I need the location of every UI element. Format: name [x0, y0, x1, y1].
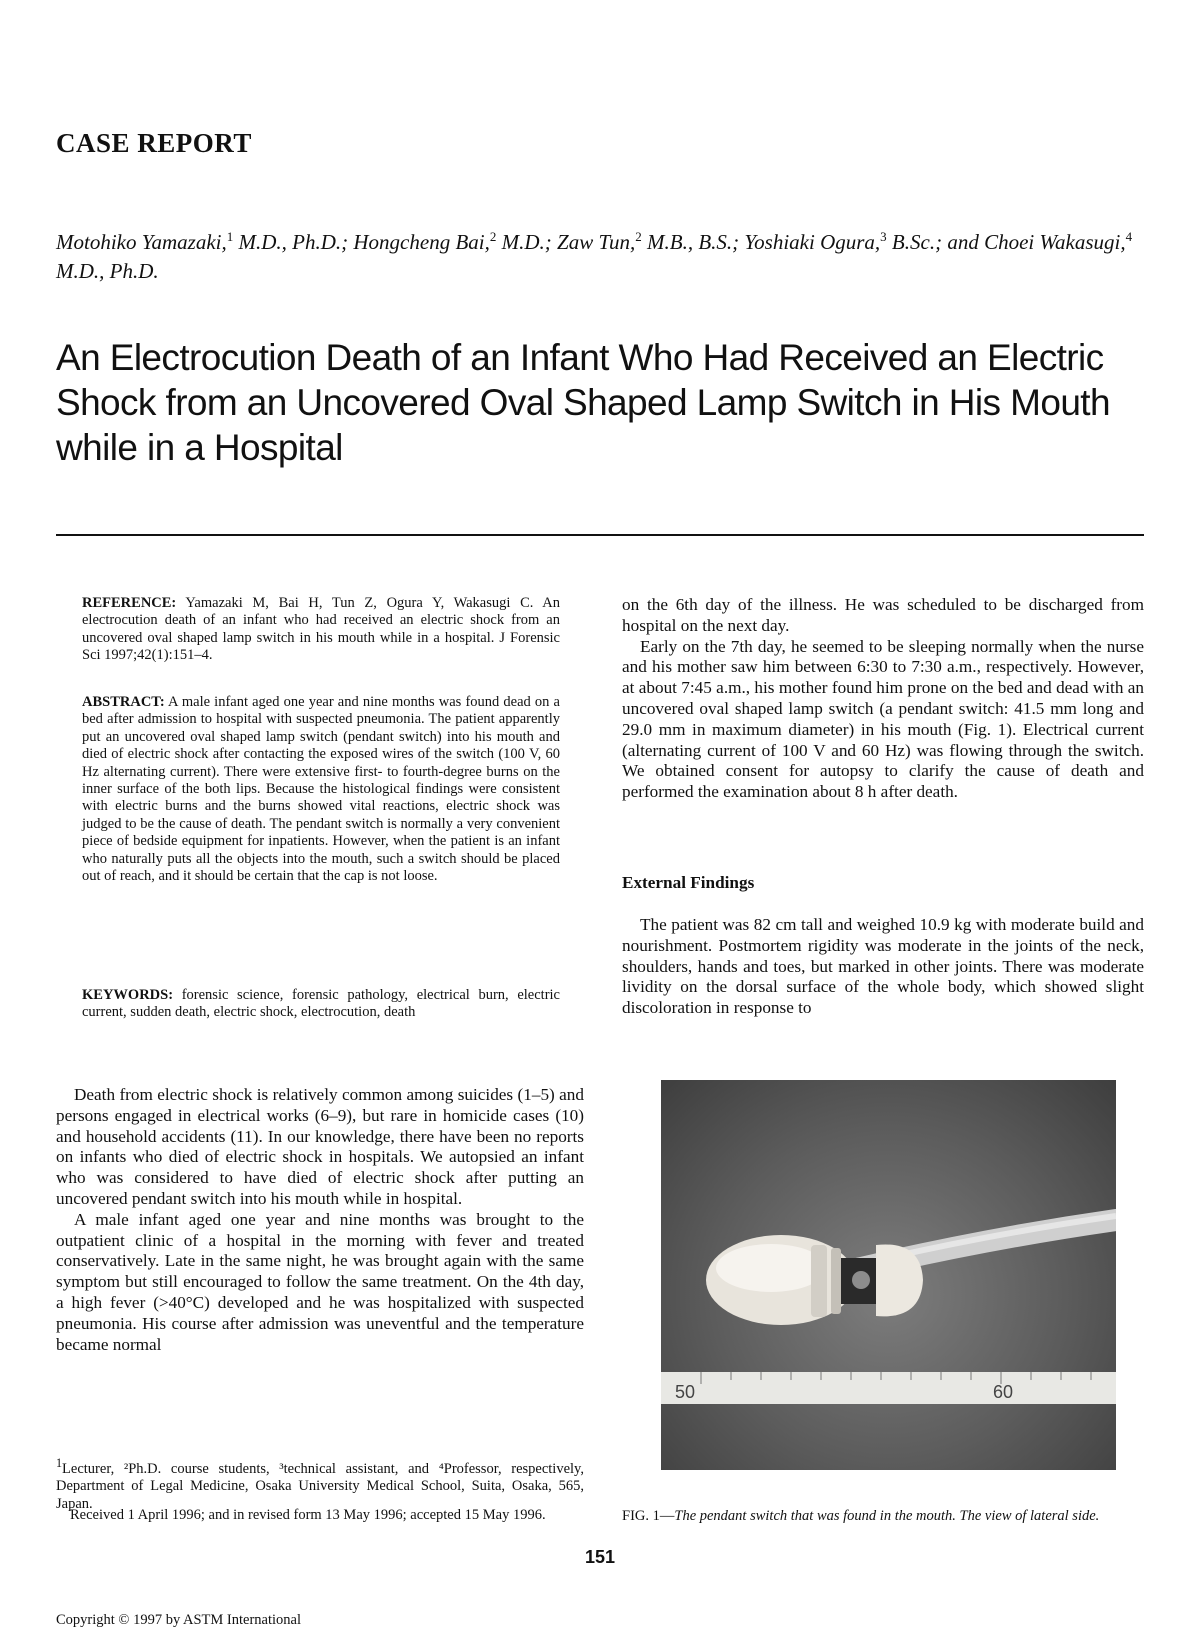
- external-findings-text: The patient was 82 cm tall and weighed 10.9 kg with moderate build and nourishment. Postmortem rigidity was moderate in the joints of the neck, shoulders, hands and toes, but marked in other joints. There was moderate lividity on the dorsal surface of the whole body, which showed slight discoloration in response to: [622, 915, 1144, 1018]
- copyright-notice: Copyright © 1997 by ASTM International: [56, 1612, 302, 1628]
- footnote-affiliation: $^1$Lecturer, ²Ph.D. course students, ³technical assistant, and ⁴Professor, respectively, Department of Legal Medicine, Osaka University Medical School, Suita, Osaka, 565, Japan.: [56, 1456, 584, 1512]
- title-divider: [56, 534, 1144, 536]
- body-right-column: [622, 595, 1144, 803]
- body-paragraph: on the 6th day of the illness. He was scheduled to be discharged from hospital on the next day.: [622, 595, 1144, 635]
- author-4: Yoshiaki Ogura,$^3$ B.Sc.; and: [744, 229, 985, 254]
- body-paragraph: Death from electric shock is relatively common among suicides (1–5) and persons engaged in electrical works (6–9), but rare in homicide cases (10) and household accidents (11). In our knowledge, there have been no reports on infants who died of electric shock in hospitals. We autopsied an infant who was considered to have died of electric shock after putting an uncovered pendant switch into his mouth while in hospital.: [56, 1085, 584, 1208]
- author-3: Zaw Tun,$^2$ M.B., B.S.;: [557, 229, 745, 254]
- author-2: Hongcheng Bai,$^2$ M.D.;: [353, 229, 558, 254]
- keywords-block: KEYWORDS: forensic science, forensic pathology, electrical burn, electric current, sudden death, electric shock, electrocution, death: [82, 987, 560, 1021]
- body-paragraph: A male infant aged one year and nine months was brought to the outpatient clinic of a hospital in the morning with fever and treated conservatively. Late in the same night, he was brought again with the same symptom but still encouraged to follow the same treatment. On the 4th day, a high fever (>40°C) developed and he was hospitalized with suspected pneumonia. His course after admission was uneventful and the temperature became normal: [56, 1209, 584, 1354]
- author-list: [56, 222, 1136, 286]
- pendant-switch-illustration: [661, 1080, 1116, 1470]
- article-title: An Electrocution Death of an Infant Who Had Received an Electric Shock from an Uncovered Oval Shaped Lamp Switch in His Mouth while in a Hospital: [56, 337, 1110, 468]
- footnote-received: Received 1 April 1996; and in revised form 13 May 1996; accepted 15 May 1996.: [70, 1507, 546, 1523]
- author-5: Choei Wakasugi,$^4$ M.D., Ph.D.: [56, 229, 1133, 283]
- ruler-label: 60: [993, 1382, 1014, 1402]
- section-label: CASE REPORT: [56, 128, 252, 158]
- section-heading: External Findings: [622, 873, 755, 892]
- ruler-label: 50: [675, 1382, 696, 1402]
- figure-caption: FIG. 1—The pendant switch that was found in the mouth. The view of lateral side.: [622, 1508, 1100, 1524]
- abstract-block: ABSTRACT: A male infant aged one year and nine months was found dead on a bed after admission to hospital with suspected pneumonia. The patient apparently put an uncovered oval shaped lamp switch (pendant switch) into his mouth and died of electric shock after contacting the exposed wires of the switch (100 V, 60 Hz alternating current). There were extensive first- to fourth-degree burns on the inner surface of the both lips. Because the histological findings were consistent with electric burns and the burns showed vital reactions, electric shock was judged to be the cause of death. The pendant switch is normally a very convenient piece of bedside equipment for inpatients. However, when the patient is an infant who naturally puts all the objects into the mouth, such a switch should be placed out of reach, and it should be certain that the cap is not loose.: [82, 694, 560, 885]
- body-paragraph: Early on the 7th day, he seemed to be sleeping normally when the nurse and his mother saw him between 6:30 to 7:30 a.m., respectively. However, at about 7:45 a.m., his mother found him prone on the bed and dead with an uncovered oval shaped lamp switch (a pendant switch: 41.5 mm long and 29.0 mm in maximum diameter) in his mouth (Fig. 1). Electrical current (alternating current of 100 V and 60 Hz) was flowing through the switch. We obtained consent for autopsy to clarify the cause of death and performed the examination about 8 h after death.: [622, 636, 1144, 802]
- author-1: Motohiko Yamazaki,$^1$ M.D., Ph.D.;: [56, 229, 354, 254]
- figure-photo: [661, 1080, 1116, 1470]
- body-left-column: [56, 1085, 584, 1355]
- page-number: 151: [584, 1547, 616, 1567]
- reference-block: REFERENCE: Yamazaki M, Bai H, Tun Z, Ogura Y, Wakasugi C. An electrocution death of an infant who had received an electric shock from an uncovered oval shaped lamp switch in his mouth while in a hospital. J Forensic Sci 1997;42(1):151–4.: [82, 595, 560, 664]
